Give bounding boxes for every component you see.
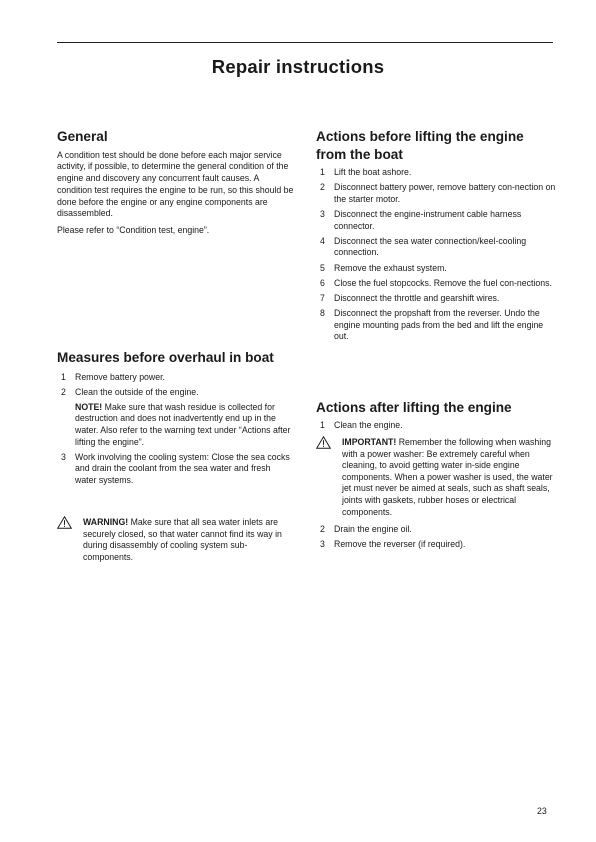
warning-block xyxy=(57,517,294,563)
warning-triangle-icon xyxy=(57,516,72,529)
section-general xyxy=(57,128,294,237)
warning-text: Make sure that all sea water inlets are securely closed, so that water cannot find its way in during disassembly of cooling system sub-components. xyxy=(83,517,282,562)
before-lifting-list xyxy=(316,167,556,343)
list-item: 1 Lift the boat ashore. xyxy=(320,167,412,177)
note-text: Make sure that wash residue is collected for destruction and does not inadvertently end up in the water. Also refer to the warning text under “Actions after lifting the engine”. xyxy=(75,401,291,447)
top-rule xyxy=(57,42,553,43)
general-reference: Please refer to “Condition test, engine”. xyxy=(57,225,210,236)
important-text: Remember the following when washing with a power washer: Be extremely careful when cleaning, to avoid getting water in-side engine components. When a power washer is used, the water jet must never be aimed at seals, such as shaft seals, joints with gaskets, rubber hoses or electrical components. xyxy=(342,437,553,517)
after-lifting-heading: Actions after lifting the engine xyxy=(316,400,512,415)
measures-list-continued xyxy=(57,452,294,487)
general-paragraph: A condition test should be done before each major service activity, if possible, to determine the general condition of the engine and discovery any concurrent fault causes. A condition test requires the engine to be run, so this should be done before the engine or any engine components are disassembled. xyxy=(57,149,294,219)
list-item: 3 Disconnect the engine-instrument cable harness connector. xyxy=(320,208,522,231)
measures-heading: Measures before overhaul in boat xyxy=(57,350,274,365)
important-label: IMPORTANT! xyxy=(342,437,397,448)
after-lifting-list-continued xyxy=(316,524,556,551)
list-item: 7 Disconnect the throttle and gearshift wires. xyxy=(320,292,500,303)
section-after-lifting xyxy=(316,399,556,555)
page-title: Repair instructions xyxy=(211,56,385,77)
list-item: 4 Disconnect the sea water connection/keel-cooling connection. xyxy=(320,235,527,258)
list-item: 1 Remove battery power. xyxy=(61,371,165,382)
note-block xyxy=(57,402,294,448)
list-item: 2 Drain the engine oil. xyxy=(320,524,412,535)
measures-list xyxy=(57,372,294,399)
general-heading: General xyxy=(57,129,108,144)
section-before-lifting xyxy=(316,128,556,346)
list-item: 6 Close the fuel stopcocks. Remove the fuel con-nections. xyxy=(320,277,552,288)
list-item: 2 Clean the outside of the engine. xyxy=(61,386,199,397)
note-label: NOTE! xyxy=(75,401,103,412)
list-item: 5 Remove the exhaust system. xyxy=(320,262,447,273)
list-item: 8 Disconnect the propshaft from the reverser. Undo the engine mounting pads from the bed and lift the engine out. xyxy=(320,308,544,342)
section-measures xyxy=(57,349,294,490)
list-item: 1 Clean the engine. xyxy=(320,419,403,430)
list-item: 3 Remove the reverser (if required). xyxy=(320,539,466,550)
list-item: 2 Disconnect battery power, remove battery con-nection on the starter motor. xyxy=(320,182,556,204)
before-lifting-heading: Actions before lifting the engine from the boat xyxy=(316,129,524,162)
list-item: 3 Work involving the cooling system: Close the sea cocks and drain the coolant from the sea water and fresh water systems. xyxy=(61,451,290,486)
after-lifting-list xyxy=(316,420,556,432)
warning-label: WARNING! xyxy=(83,517,129,527)
page-number: 23 xyxy=(537,806,547,816)
warning-triangle-icon xyxy=(316,436,331,449)
important-block xyxy=(316,437,556,518)
